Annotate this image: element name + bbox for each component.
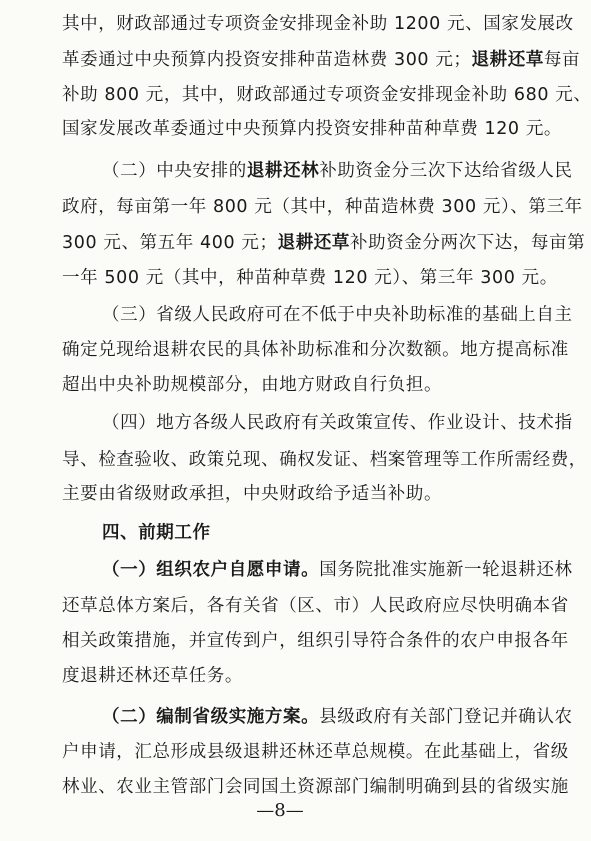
text-segment: 还草总体方案后，各有关省（区、市）人民政府应尽快明确本省: [62, 596, 569, 616]
text-line: [102, 160, 573, 182]
text-line: [102, 304, 573, 326]
text-segment: 林业、农业主管部门会同国土资源部门编制明确到县的省级实施: [62, 777, 569, 797]
text-segment: 度退耕还林还草任务。: [62, 666, 243, 686]
text-line: [62, 483, 442, 505]
text-segment: （二）中央安排的: [102, 161, 247, 181]
text-line: [62, 84, 591, 106]
text-segment: 国家发展改革委通过中央预算内投资安排种苗种草费 120 元。: [62, 119, 563, 139]
text-segment: 补助资金分两次下达，每亩第: [350, 233, 586, 253]
text-segment: 其中，财政部通过专项资金安排现金补助 1200 元、国家发展改: [62, 14, 574, 34]
text-segment: 政府，每亩第一年 800 元（其中，种苗造林费 300 元）、第三年: [62, 197, 583, 217]
emphasized-text: 退耕还草: [277, 233, 350, 253]
text-segment: 户申请，汇总形成县级退耕还林还草总规模。在此基础上，省级: [62, 742, 569, 762]
text-line: [62, 267, 558, 289]
text-segment: 革委通过中央预算内投资安排种苗造林费 300 元；: [62, 50, 472, 70]
text-line: [102, 412, 573, 434]
text-line: [62, 196, 583, 218]
text-segment: （四）地方各级人民政府有关政策宣传、作业设计、技术指: [102, 413, 573, 433]
text-segment: 确定兑现给退耕农民的具体补助标准和分次数额。地方提高标准: [62, 340, 569, 360]
text-line: [62, 374, 442, 396]
text-segment: 国务院批准实施新一轮退耕还林: [319, 560, 573, 580]
text-segment: 导、检查验收、政策兑现、确权发证、档案管理等工作所需经费，: [62, 450, 587, 470]
text-segment: 县级政府有关部门登记并确认农: [319, 707, 573, 727]
text-line: [62, 49, 580, 71]
text-segment: 超出中央补助规模部分，由地方财政自行负担。: [62, 375, 443, 395]
text-segment: 每亩: [543, 50, 581, 70]
text-segment: 补助资金分三次下达给省级人民: [319, 161, 573, 181]
text-line: [62, 741, 569, 763]
text-line: [102, 559, 573, 581]
emphasized-text: 退耕还林: [246, 161, 320, 181]
page-number: —8—: [256, 800, 304, 821]
emphasized-text: 四、前期工作: [102, 523, 211, 543]
text-line: [62, 595, 569, 617]
text-line: [62, 339, 569, 361]
emphasized-text: 退耕还草: [471, 50, 544, 70]
text-segment: 相关政策措施，并宣传到户，组织引导符合条件的农户申报各年: [62, 631, 569, 651]
text-line: [62, 118, 562, 140]
text-line: [62, 630, 569, 652]
emphasized-text: （一）组织农户自愿申请。: [102, 560, 320, 580]
text-line: [62, 665, 243, 687]
emphasized-text: （二）编制省级实施方案。: [102, 707, 320, 727]
text-line: [62, 449, 587, 471]
section-heading: [102, 522, 211, 544]
text-segment: （三）省级人民政府可在不低于中央补助标准的基础上自主: [102, 305, 573, 325]
text-segment: 一年 500 元（其中，种苗种草费 120 元）、第三年 300 元。: [62, 268, 558, 288]
text-line: [62, 232, 585, 254]
text-segment: 主要由省级财政承担，中央财政给予适当补助。: [62, 484, 443, 504]
text-segment: 补助 800 元，其中，财政部通过专项资金安排现金补助 680 元、: [62, 85, 591, 105]
text-line: [62, 776, 569, 798]
text-line: [102, 706, 573, 728]
text-segment: 300 元、第五年 400 元；: [62, 233, 278, 253]
text-line: [62, 13, 574, 35]
